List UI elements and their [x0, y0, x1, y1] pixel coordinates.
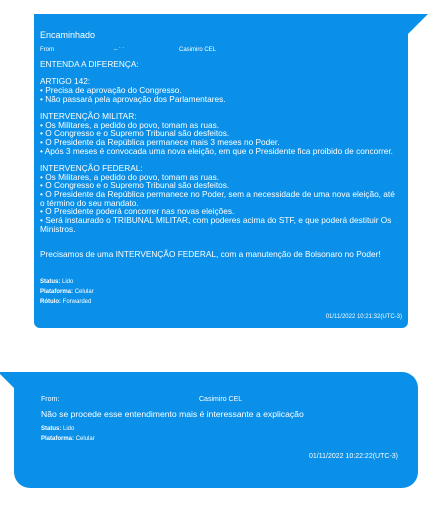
status-row	[41, 425, 74, 433]
body-line: • Os Militares, a pedido do povo, tomam as ruas.	[40, 119, 220, 130]
status-row	[40, 278, 73, 286]
body-line: • O Congresso e o Supremo Tribunal são desfeitos.	[40, 128, 230, 139]
body-line: • Após 3 meses é convocada uma nova eleição, em que o Presidente fica proibido de concorrer.	[40, 145, 393, 156]
line-spacer	[40, 233, 400, 242]
bubble-tail	[408, 14, 428, 34]
platform-value: Celular	[74, 289, 94, 295]
rotulo-value: Forwarded	[62, 299, 92, 305]
rotulo-row	[40, 298, 91, 306]
bubble-tail	[0, 372, 16, 390]
platform-value: Celular	[75, 436, 95, 442]
body-line: • Precisa de aprovação do Congresso.	[40, 84, 182, 95]
line-spacer	[40, 69, 400, 78]
platform-row	[40, 288, 94, 296]
body-line: ARTIGO 142:	[40, 76, 91, 87]
sender-name: Casimiro CEL	[179, 47, 217, 53]
timestamp: 01/11/2022 10:21:32(UTC-3)	[325, 314, 402, 320]
message-bubble-reply[interactable]	[14, 372, 418, 488]
platform-label: Plataforma:	[40, 289, 74, 295]
status-label: Status:	[40, 279, 61, 285]
platform-label: Plataforma:	[41, 436, 75, 442]
from-separator: _ . .	[114, 44, 125, 50]
body-line: Precisamos de uma INTERVENÇÃO FEDERAL, com a manutenção de Bolsonaro no Poder!	[40, 249, 381, 260]
platform-row	[41, 435, 95, 443]
status-value: Lido	[63, 426, 75, 432]
body-line: • O Presidente da República permanece no Poder, sem a necessidade de uma nova eleição, até o término do seu mandato.	[40, 188, 395, 208]
rotulo-label: Rótulo:	[40, 299, 61, 305]
body-line: • Será instaurado o TRIBUNAL MILITAR, com poderes acima do STF, e que poderá destituir Os Ministros.	[40, 215, 392, 234]
body-line: ENTENDA A DIFERENÇA:	[40, 59, 139, 69]
message-bubble-forwarded[interactable]	[34, 14, 408, 328]
body-line: • O Congresso e o Supremo Tribunal são desfeitos.	[40, 180, 230, 191]
body-line: • Não passará pela aprovação dos Parlamentares.	[40, 93, 226, 104]
message-body	[40, 60, 400, 259]
body-line: • Os Militares, a pedido do povo, tomam as ruas.	[40, 171, 220, 182]
body-line: INTERVENÇÃO MILITAR:	[40, 110, 137, 121]
body-line: INTERVENÇÃO FEDERAL:	[40, 162, 143, 173]
from-label: From	[40, 47, 54, 53]
status-label: Status:	[41, 426, 62, 432]
body-line: • O Presidente da República permanece mais 3 meses no Poder.	[40, 136, 280, 147]
body-line: • O Presidente poderá concorrer nas novas eleições.	[40, 206, 235, 217]
timestamp: 01/11/2022 10:22:22(UTC-3)	[309, 453, 398, 460]
message-text: Não se procede esse entendimento mais é interessante a explicação	[41, 409, 304, 419]
forwarded-label: Encaminhado	[40, 30, 96, 40]
from-label: From:	[41, 396, 60, 403]
sender-name: Casimiro CEL	[199, 396, 243, 403]
status-value: Lido	[62, 279, 74, 285]
